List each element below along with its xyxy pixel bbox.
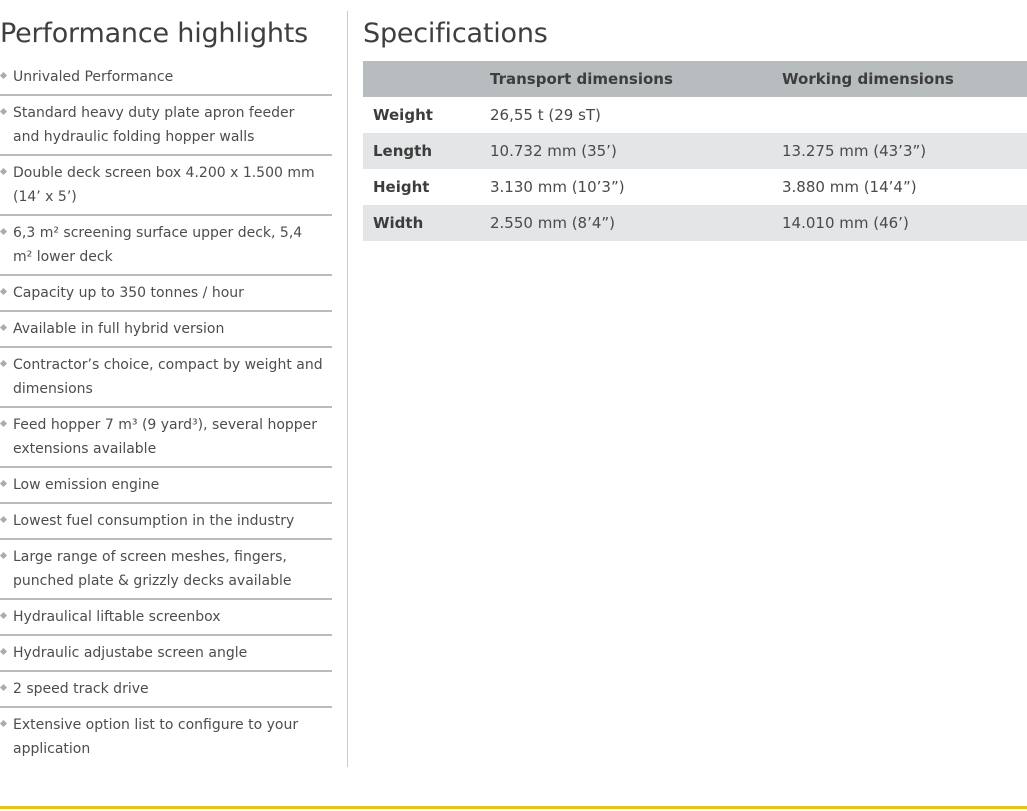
highlight-text: Standard heavy duty plate apron feeder and hydraulic folding hopper walls (13, 105, 295, 145)
highlights-title: Performance highlights (0, 18, 309, 49)
transport-value: 3.130 mm (10’3”) (490, 178, 625, 196)
highlight-item (0, 96, 332, 156)
column-header-transport: Transport dimensions (480, 61, 772, 97)
diamond-bullet-icon (0, 72, 7, 79)
highlight-item (0, 540, 332, 600)
diamond-bullet-icon (0, 288, 7, 295)
highlight-item (0, 672, 332, 708)
highlight-item (0, 348, 332, 408)
highlight-item (0, 156, 332, 216)
diamond-bullet-icon (0, 648, 7, 655)
highlight-text: Hydraulical liftable screenbox (13, 609, 221, 625)
highlight-item (0, 708, 332, 766)
column-divider (347, 11, 348, 767)
highlight-item (0, 408, 332, 468)
working-value: 13.275 mm (43’3”) (772, 133, 1027, 169)
diamond-bullet-icon (0, 324, 7, 331)
diamond-bullet-icon (0, 612, 7, 619)
transport-value: 26,55 t (29 sT) (490, 106, 601, 124)
table-row (363, 97, 1027, 133)
highlight-text: Hydraulic adjustabe screen angle (13, 645, 248, 661)
highlight-text: Large range of screen meshes, fingers, punched plate & grizzly decks available (13, 549, 292, 589)
highlight-item (0, 60, 332, 96)
table-row (363, 169, 1027, 205)
transport-value: 10.732 mm (35’) (480, 133, 772, 169)
diamond-bullet-icon (0, 360, 7, 367)
highlights-list (0, 60, 332, 766)
highlight-item (0, 636, 332, 672)
row-label: Weight (373, 106, 433, 124)
highlight-text: Double deck screen box 4.200 x 1.500 mm (14’ x 5’) (13, 165, 315, 205)
diamond-bullet-icon (0, 168, 7, 175)
diamond-bullet-icon (0, 684, 7, 691)
row-label: Width (363, 205, 480, 241)
highlight-text: 2 speed track drive (13, 681, 149, 697)
row-label: Height (373, 178, 430, 196)
highlight-item (0, 312, 332, 348)
highlight-text: Lowest fuel consumption in the industry (13, 513, 295, 529)
specifications-title: Specifications (363, 18, 548, 49)
diamond-bullet-icon (0, 108, 7, 115)
specifications-table (363, 61, 1027, 241)
highlight-text: Available in full hybrid version (13, 321, 225, 337)
highlight-item (0, 504, 332, 540)
diamond-bullet-icon (0, 516, 7, 523)
highlight-text: Contractor’s choice, compact by weight and dimensions (13, 357, 323, 397)
diamond-bullet-icon (0, 480, 7, 487)
highlight-text: Unrivaled Performance (13, 69, 174, 85)
highlight-text: Capacity up to 350 tonnes / hour (13, 285, 244, 301)
accent-bottom-rule (0, 806, 1027, 809)
column-header-working: Working dimensions (772, 61, 1027, 97)
specifications-section (363, 12, 1027, 241)
working-value: 14.010 mm (46’) (772, 205, 1027, 241)
working-value (772, 97, 1027, 133)
highlight-text: Feed hopper 7 m³ (9 yard³), several hopper extensions available (13, 417, 318, 457)
diamond-bullet-icon (0, 720, 7, 727)
highlight-item (0, 468, 332, 504)
diamond-bullet-icon (0, 228, 7, 235)
highlight-item (0, 600, 332, 636)
diamond-bullet-icon (0, 552, 7, 559)
highlight-item (0, 216, 332, 276)
row-label: Length (363, 133, 480, 169)
highlight-text: Extensive option list to configure to your application (13, 717, 299, 757)
table-row (363, 205, 1027, 241)
highlight-text: Low emission engine (13, 477, 160, 493)
highlight-text: 6,3 m² screening surface upper deck, 5,4 m² lower deck (13, 225, 303, 265)
transport-value: 2.550 mm (8’4”) (480, 205, 772, 241)
highlight-item (0, 276, 332, 312)
column-header-empty (363, 61, 480, 97)
table-row (363, 133, 1027, 169)
working-value: 3.880 mm (14’4”) (782, 178, 917, 196)
performance-highlights-section (0, 12, 332, 766)
table-header-row (363, 61, 1027, 97)
diamond-bullet-icon (0, 420, 7, 427)
